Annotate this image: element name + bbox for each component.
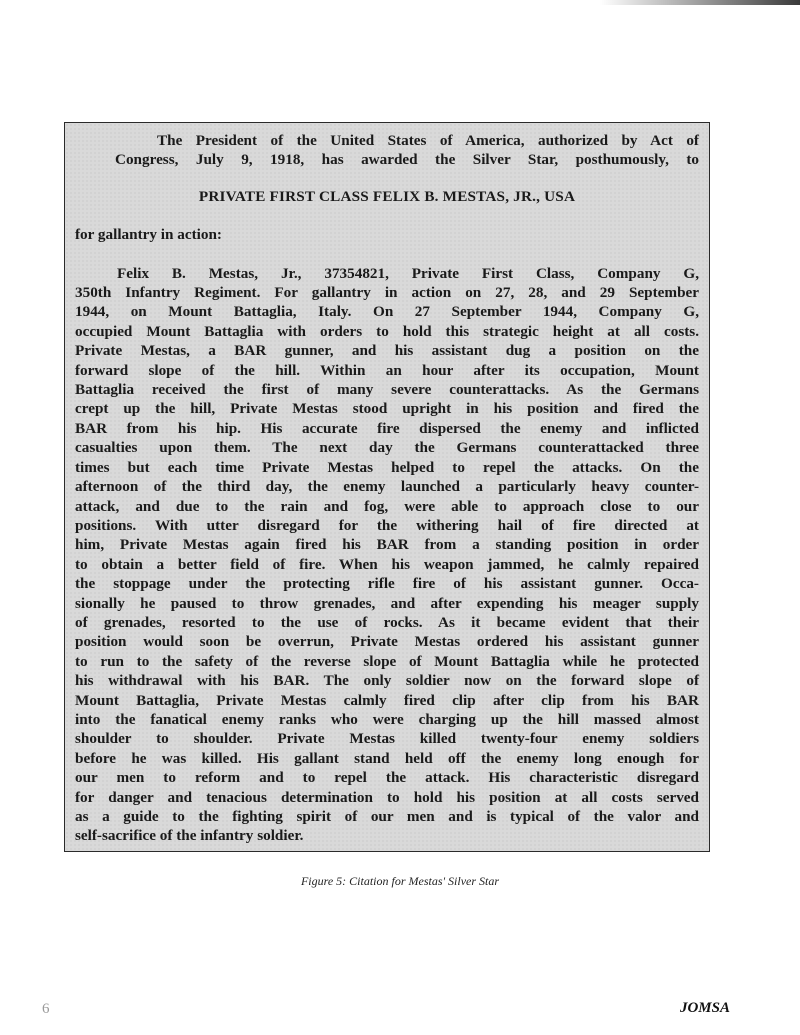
body-line: the stoppage under the protecting rifle fire of his assistant gunner. Occa- xyxy=(75,575,699,593)
body-line: crept up the hill, Private Mestas stood upright in his position and fired the xyxy=(75,400,699,418)
body-line: self-sacrifice of the infantry soldier. xyxy=(75,827,304,845)
body-line: before he was killed. His gallant stand held off the enemy long enough for xyxy=(75,749,699,767)
body-line: Private Mestas, a BAR gunner, and his assistant dug a position on the xyxy=(75,342,699,360)
citation-lead: for gallantry in action: xyxy=(75,226,222,244)
body-line: BAR from his hip. His accurate fire dispersed the enemy and inflicted xyxy=(75,419,699,437)
body-line: him, Private Mestas again fired his BAR from a standing position in order xyxy=(75,536,699,554)
body-line: forward slope of the hill. Within an hour after its occupation, Mount xyxy=(75,361,699,379)
body-line: 1944, on Mount Battaglia, Italy. On 27 September 1944, Company G, xyxy=(75,303,699,321)
body-line: afternoon of the third day, the enemy launched a particularly heavy counter- xyxy=(75,478,699,496)
body-line: attack, and due to the rain and fog, were able to approach close to our xyxy=(75,497,699,515)
body-line: positions. With utter disregard for the withering hail of fire directed at xyxy=(75,516,699,534)
top-edge-rule xyxy=(600,0,800,5)
body-line: position would soon be overrun, Private Mestas ordered his assistant gunner xyxy=(75,633,699,651)
journal-name: JOMSA xyxy=(679,1000,730,1016)
body-line: casualties upon them. The next day the Germans counterattacked three xyxy=(75,439,699,457)
citation-intro xyxy=(75,131,699,170)
body-line: 350th Infantry Regiment. For gallantry in action on 27, 28, and 29 September xyxy=(75,284,699,302)
body-line: Battaglia received the first of many severe counterattacks. As the Germans xyxy=(75,381,699,399)
body-line: for danger and tenacious determination to hold his position at all costs served xyxy=(75,788,699,806)
body-line: of grenades, resorted to the use of rocks. As it became evident that their xyxy=(75,613,699,631)
body-line: sionally he paused to throw grenades, and after expending his meager supply xyxy=(75,594,699,612)
body-line: Felix B. Mestas, Jr., 37354821, Private First Class, Company G, xyxy=(117,264,699,282)
body-line: to run to the safety of the reverse slope of Mount Battaglia while he protected xyxy=(75,652,699,670)
body-line: Mount Battaglia, Private Mestas calmly fired clip after clip from his BAR xyxy=(75,691,699,709)
intro-line: The President of the United States of America, authorized by Act of xyxy=(157,132,699,149)
body-line: occupied Mount Battaglia with orders to hold this strategic height at all costs. xyxy=(75,322,699,340)
body-line: to obtain a better field of fire. When his weapon jammed, he calmly repaired xyxy=(75,555,699,573)
body-line: as a guide to the fighting spirit of our men and is typical of the valor and xyxy=(75,808,699,825)
citation-body xyxy=(75,264,699,846)
body-line: times but each time Private Mestas helped to repel the attacks. On the xyxy=(75,458,699,476)
page-number: 6 xyxy=(42,1001,50,1017)
citation-document xyxy=(64,122,710,852)
body-line: our men to reform and to repel the attack. His characteristic disregard xyxy=(75,769,699,787)
honoree-name: PRIVATE FIRST CLASS FELIX B. MESTAS, JR., USA xyxy=(198,187,576,205)
figure-caption: Figure 5: Citation for Mestas' Silver Star xyxy=(300,874,500,888)
body-line: his withdrawal with his BAR. The only soldier now on the forward slope of xyxy=(75,672,699,690)
intro-line: Congress, July 9, 1918, has awarded the Silver Star, posthumously, to xyxy=(115,151,699,169)
body-line: into the fanatical enemy ranks who were charging up the hill massed almost xyxy=(75,710,699,728)
body-line: shoulder to shoulder. Private Mestas killed twenty-four enemy soldiers xyxy=(75,730,699,748)
